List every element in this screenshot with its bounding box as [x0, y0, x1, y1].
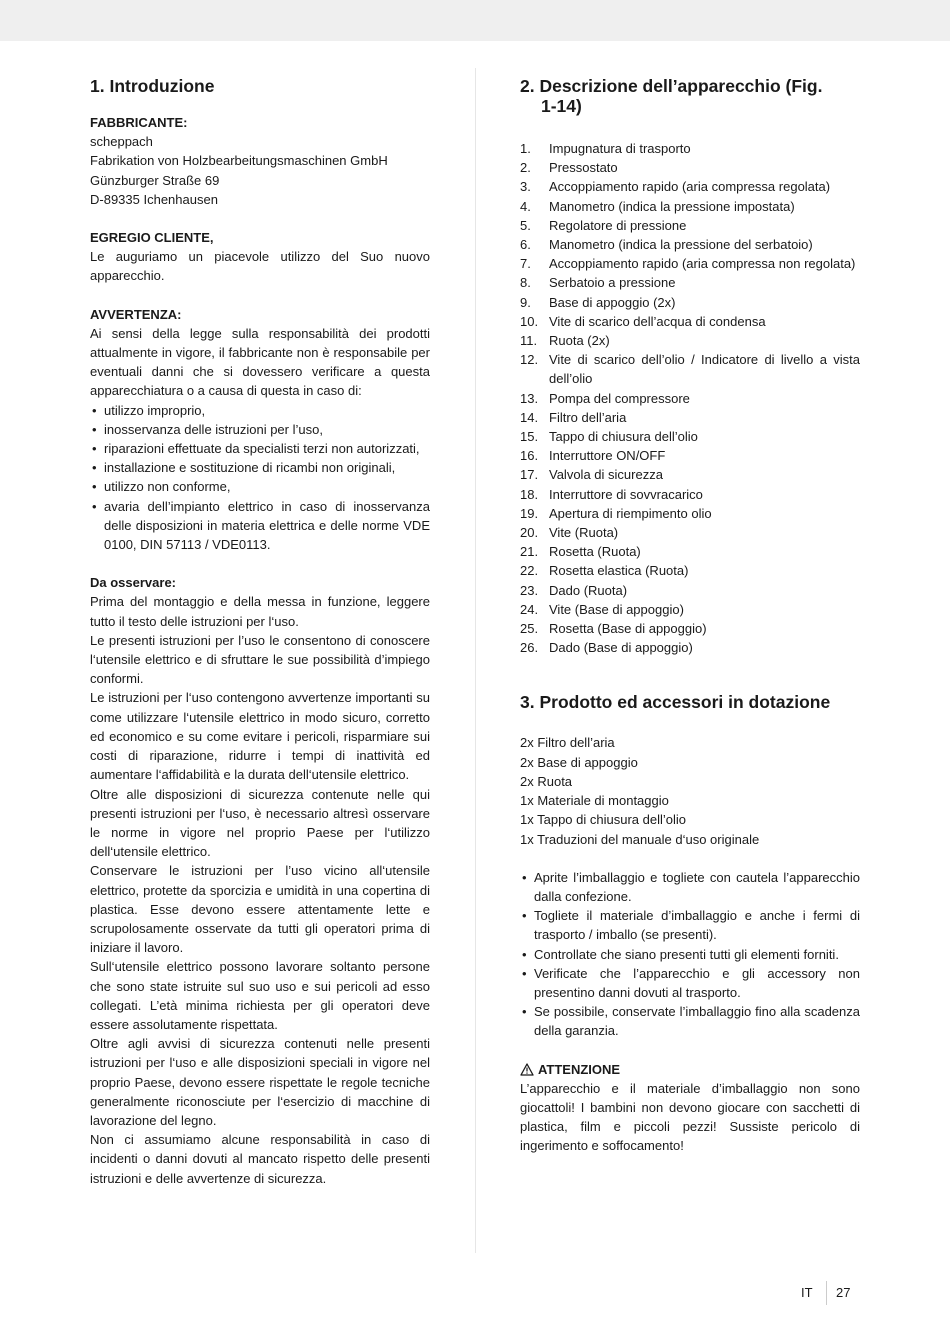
observe-paragraph: Le istruzioni per l‘uso contengono avvertenze importanti su come utilizzare l‘utensile elettrico in modo sicuro, corretto ed economico e su come evitare i pericoli, risparmiare sui costi di riparazione, ridurre i tempi di inattività ed aumentare l‘affidabilità e la durata dell‘utensile elettrico.: [90, 690, 430, 783]
list-item: [520, 293, 860, 312]
bullet-icon: •: [522, 946, 527, 962]
observe-paragraph: Oltre agli avvisi di sicurezza contenuti nelle presenti istruzioni per l‘uso e alle disposizioni speciali in vigore nel proprio Paese, devono essere rispettate le regole tecniche generalmente riconosciute per l‘esercizio di macchine di lavorazione del legno.: [90, 1036, 430, 1128]
section-2-title-line: 1-14): [541, 96, 582, 116]
list-item-text: Aprite l’imballaggio e togliete con cautela l’apparecchio dalla confezione.: [534, 869, 860, 904]
item-number: 16.: [520, 448, 539, 464]
manufacturer-line: scheppach: [90, 134, 153, 150]
list-item: [520, 273, 860, 292]
list-item: [90, 401, 430, 420]
page-number: 27: [836, 1285, 851, 1300]
item-text: Impugnatura di trasporto: [549, 141, 691, 156]
left-column: [90, 76, 430, 1188]
item-number: 19.: [520, 505, 539, 521]
list-item-text: utilizzo improprio,: [104, 402, 206, 418]
list-item-text: installazione e sostituzione di ricambi non originali,: [104, 460, 396, 476]
list-item: [90, 420, 430, 439]
item-text: Vite (Base di appoggio): [549, 601, 684, 617]
item-text: Serbatoio a pressione: [549, 275, 676, 291]
contents-list: [520, 733, 860, 848]
list-item: [520, 427, 860, 446]
item-number: 15.: [520, 429, 539, 445]
item-number: 1.: [520, 141, 531, 156]
item-text: Accoppiamento rapido (aria compressa regolata): [549, 179, 831, 195]
item-text: Accoppiamento rapido (aria compressa non regolata): [549, 256, 856, 272]
item-number: 24.: [520, 601, 539, 617]
item-number: 25.: [520, 621, 539, 637]
list-item: [520, 964, 860, 1002]
manufacturer-label: FABBRICANTE:: [90, 115, 188, 130]
item-number: 10.: [520, 313, 539, 329]
item-text: Tappo di chiusura dell’olio: [549, 429, 698, 445]
section-2-title-line: 2. Descrizione dell’apparecchio (Fig.: [520, 76, 823, 96]
list-item: [90, 458, 430, 477]
item-number: 23.: [520, 582, 539, 598]
list-item: [520, 523, 860, 542]
item-text: Interruttore ON/OFF: [549, 448, 666, 464]
list-item: [520, 504, 860, 523]
item-number: 8.: [520, 275, 531, 291]
bullet-icon: •: [92, 421, 97, 437]
attention-label: ATTENZIONE: [538, 1061, 621, 1077]
list-item: [520, 331, 860, 350]
list-item-text: Verificate che l’apparecchio e gli accessory non presentino danni dovuti al trasporto.: [534, 965, 860, 1000]
item-text: Filtro dell’aria: [549, 409, 627, 425]
item-text: Vite di scarico dell’acqua di condensa: [549, 313, 766, 329]
list-item: [90, 439, 430, 458]
list-item: [520, 216, 860, 235]
list-item: [520, 312, 860, 331]
list-item-text: avaria dell’impianto elettrico in caso di inosservanza delle disposizioni in materia elettrica e delle norme VDE 0100, DIN 57113 / VDE0113.: [104, 498, 430, 553]
list-item: [520, 600, 860, 619]
warning-triangle-icon: [520, 1063, 534, 1076]
warning-label: AVVERTENZA:: [90, 306, 182, 322]
item-number: 3.: [520, 179, 531, 195]
bullet-icon: •: [522, 965, 527, 981]
item-text: Vite di scarico dell’olio / Indicatore di livello a vista dell’olio: [549, 352, 860, 387]
bullet-icon: •: [92, 460, 97, 476]
list-item: [520, 638, 860, 657]
item-text: Apertura di riempimento olio: [549, 505, 712, 521]
list-item: [90, 477, 430, 496]
item-number: 11.: [520, 333, 538, 349]
list-item: [520, 581, 860, 600]
item-text: Vite (Ruota): [549, 525, 619, 541]
observe-label: Da osservare:: [90, 575, 176, 591]
item-number: 5.: [520, 217, 531, 233]
bullet-icon: •: [92, 479, 97, 495]
bullet-icon: •: [522, 908, 527, 924]
item-number: 9.: [520, 294, 531, 310]
list-item-text: Controllate che siano presenti tutti gli elementi forniti.: [534, 946, 839, 962]
list-item: [520, 446, 860, 465]
list-item: [520, 254, 860, 273]
list-item: [520, 139, 860, 158]
item-number: 7.: [520, 256, 531, 272]
warning-text: Ai sensi della legge sulla responsabilità dei prodotti attualmente in vigore, il fabbricante non è responsabile per eventuali danni che si dovessero verificare a questa apparecchiatura o a causa di questa in caso di:: [90, 325, 430, 399]
item-number: 18.: [520, 486, 539, 502]
observe-paragraph: Le presenti istruzioni per l’uso le consentono di conoscere l‘utensile elettrico e di sfruttare le sue possibilità d’impiego conformi.: [90, 632, 430, 687]
contents-item: 1x Materiale di montaggio: [520, 793, 669, 809]
list-item: [520, 197, 860, 216]
item-number: 13.: [520, 390, 539, 406]
list-item: [520, 235, 860, 254]
item-number: 2.: [520, 160, 531, 176]
customer-text: Le auguriamo un piacevole utilizzo del Suo nuovo apparecchio.: [90, 249, 430, 284]
contents-item: 1x Traduzioni del manuale d‘uso originale: [520, 831, 760, 847]
observe-paragraph: Oltre alle disposizioni di sicurezza contenute nelle qui presenti istruzioni per l‘uso, è necessario altresì osservare le norme in vigore nel proprio Paese per l‘utilizzo dell‘utensile elettrico.: [90, 786, 430, 860]
item-number: 6.: [520, 237, 531, 253]
list-item: [520, 389, 860, 408]
manufacturer-line: Günzburger Straße 69: [90, 172, 220, 188]
item-text: Manometro (indica la pressione del serbatoio): [549, 237, 813, 253]
list-item-text: Togliete il materiale d’imballaggio e anche i fermi di trasporto / imballo (se presenti).: [534, 908, 860, 943]
item-number: 14.: [520, 409, 539, 425]
attention-heading: [520, 1060, 860, 1079]
list-item: [520, 1002, 860, 1040]
list-item: [520, 177, 860, 196]
list-item: [520, 408, 860, 427]
item-text: Regolatore di pressione: [549, 217, 687, 233]
list-item-text: inosservanza delle istruzioni per l’uso,: [104, 421, 323, 437]
item-text: Dado (Base di appoggio): [549, 640, 693, 656]
attention-text: L’apparecchio e il materiale d’imballaggio non sono giocattoli! I bambini non devono giocare con sacchetti di plastica, film e piccoli pezzi! Sussiste pericolo di ingerimento e soffocamento!: [520, 1080, 860, 1154]
item-text: Interruttore di sovvracarico: [549, 486, 703, 502]
contents-item: 2x Filtro dell’aria: [520, 735, 615, 751]
list-item: [520, 350, 860, 388]
list-item: [520, 945, 860, 964]
observe-paragraph: Non ci assumiamo alcune responsabilità in caso di incidenti o danni dovuti al mancato rispetto delle presenti istruzioni e delle avvertenze di sicurezza.: [90, 1132, 430, 1186]
item-number: 26.: [520, 640, 539, 656]
list-item: [520, 868, 860, 906]
section-3-title: 3. Prodotto ed accessori in dotazione: [520, 692, 831, 713]
item-number: 12.: [520, 352, 539, 368]
contents-item: 1x Tappo di chiusura dell’olio: [520, 812, 686, 828]
item-text: Rosetta elastica (Ruota): [549, 563, 689, 579]
observe-paragraph: Conservare le istruzioni per l’uso vicino all‘utensile elettrico, protette da sporcizia e umidità in una copertina di plastica. Esse devono essere attentamente lette e scrupolosamente osservate da tutti gli operatori prima di iniziare il lavoro.: [90, 863, 430, 956]
item-number: 17.: [520, 467, 539, 483]
parts-list: [520, 139, 860, 657]
list-item: [520, 465, 860, 484]
item-text: Valvola di sicurezza: [549, 467, 663, 483]
bullet-icon: •: [92, 441, 97, 457]
item-number: 22.: [520, 563, 539, 579]
observe-paragraph: Prima del montaggio e della messa in funzione, leggere tutto il testo delle istruzioni per l‘uso.: [90, 594, 430, 629]
manufacturer-line: Fabrikation von Holzbearbeitungsmaschinen GmbH: [90, 153, 388, 169]
contents-item: 2x Ruota: [520, 773, 573, 789]
item-text: Base di appoggio (2x): [549, 294, 676, 310]
language-code: IT: [801, 1285, 813, 1300]
item-number: 4.: [520, 198, 531, 214]
column-divider: [475, 68, 476, 1253]
list-item: [520, 619, 860, 638]
warning-list: [90, 401, 430, 555]
section-1-title: 1. Introduzione: [90, 76, 215, 96]
item-text: Ruota (2x): [549, 333, 610, 349]
bullet-icon: •: [522, 869, 527, 885]
bullet-icon: •: [92, 498, 97, 514]
item-text: Pressostato: [549, 160, 618, 176]
item-text: Dado (Ruota): [549, 582, 628, 598]
right-column: [520, 76, 860, 1156]
contents-item: 2x Base di appoggio: [520, 754, 638, 770]
list-item: [520, 561, 860, 580]
top-band: [0, 0, 950, 41]
section-2-title: [520, 76, 860, 116]
list-item-text: utilizzo non conforme,: [104, 479, 231, 495]
list-item-text: riparazioni effettuate da specialisti terzi non autorizzati,: [104, 441, 420, 457]
item-text: Rosetta (Base di appoggio): [549, 621, 707, 637]
list-item: [520, 906, 860, 944]
list-item: [520, 158, 860, 177]
manufacturer-line: D-89335 Ichenhausen: [90, 191, 218, 207]
item-text: Pompa del compressore: [549, 390, 690, 406]
item-number: 21.: [520, 544, 539, 560]
footer-divider: [826, 1281, 827, 1305]
unpacking-steps: [520, 868, 860, 1041]
item-text: Manometro (indica la pressione impostata): [549, 198, 795, 214]
observe-paragraph: Sull‘utensile elettrico possono lavorare soltanto persone che sono state istruite sul suo uso e sui pericoli ad esso collegati. L’età minima richiesta per gli operatori deve essere assolutamente rispettata.: [90, 959, 430, 1032]
bullet-icon: •: [92, 402, 97, 418]
list-item: [90, 497, 430, 555]
customer-label: EGREGIO CLIENTE,: [90, 230, 214, 246]
list-item: [520, 542, 860, 561]
item-text: Rosetta (Ruota): [549, 544, 641, 560]
item-number: 20.: [520, 525, 539, 541]
bullet-icon: •: [522, 1004, 527, 1020]
list-item: [520, 485, 860, 504]
list-item-text: Se possibile, conservate l’imballaggio fino alla scadenza della garanzia.: [534, 1004, 860, 1039]
